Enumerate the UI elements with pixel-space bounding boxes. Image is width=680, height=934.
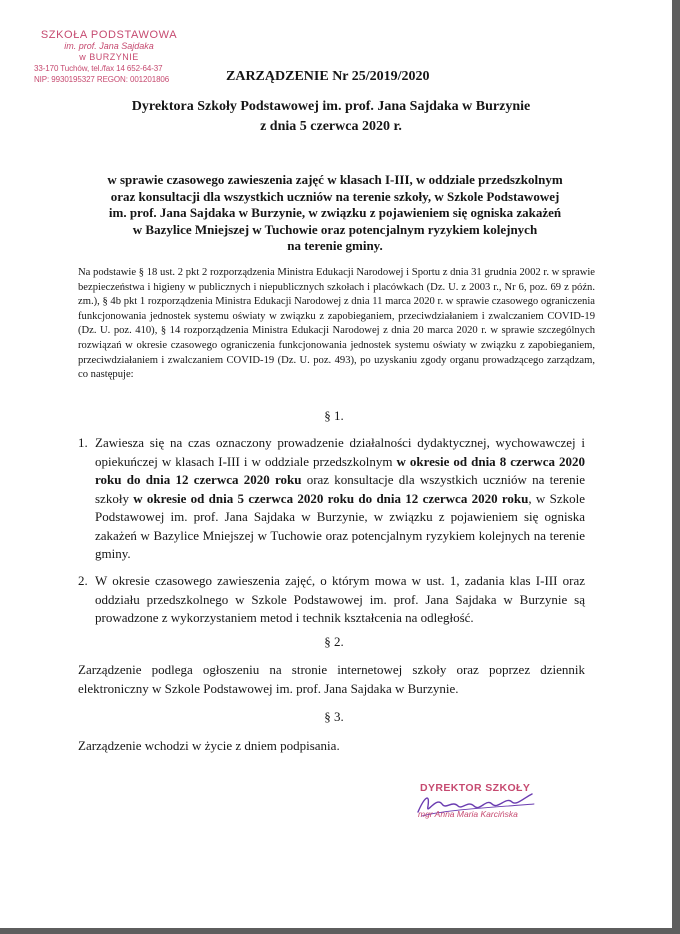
school-stamp <box>34 30 184 85</box>
legal-basis-paragraph: Na podstawie § 18 ust. 2 pkt 2 rozporządzenia Ministra Edukacji Narodowej i Sportu z dnia 31 grudnia 2002 r. w sprawie bezpieczeństwa i higieny w publicznych i niepublicznych szkołach i placówkach (Dz. U. z 2003 r., Nr 6, poz. 69 z późn. zm.), § 4b pkt 1 rozporządzenia Ministra Edukacji Narodowej z dnia 11 marca 2020 r. w sprawie czasowego ograniczenia funkcjonowania jednostek systemu oświaty w związku z zapobieganiem, przeciwdziałaniem i zwalczaniem COVID-19 (Dz. U. poz. 410), § 14 rozporządzenia Ministra Edukacji Narodowej z dnia 20 marca 2020 r. w sprawie szczególnych rozwiązań w okresie czasowego ograniczenia funkcjonowania jednostek systemu oświaty w związku z zapobieganiem, przeciwdziałaniem i zwalczaniem COVID-19 (Dz. U. poz. 493), po uzyskaniu zgody organu prowadzącego zarządzam, co następuje: <box>78 267 595 381</box>
section-1-mark: § 1. <box>324 408 344 423</box>
scan-border-bottom <box>0 928 680 934</box>
section-1-item-1 <box>78 434 585 564</box>
subject-block <box>80 172 590 255</box>
document-title: ZARZĄDZENIE Nr 25/2019/2020 <box>226 69 430 84</box>
subject-line: w sprawie czasowego zawieszenia zajęć w klasach I-III, w oddziale przedszkolnym <box>107 172 563 187</box>
consultation-suspension-period: w okresie od dnia 5 czerwca 2020 roku do dnia 12 czerwca 2020 roku <box>133 490 529 506</box>
stamp-school-name: SZKOŁA PODSTAWOWA <box>40 29 178 41</box>
handwritten-signature <box>414 786 549 826</box>
stamp-address: 33-170 Tuchów, tel./fax 14 652-64-37 <box>34 64 163 73</box>
subject-line: na terenie gminy. <box>287 238 383 253</box>
stamp-location: w BURZYNIE <box>79 52 139 62</box>
section-2-mark: § 2. <box>324 634 344 649</box>
section-3-mark: § 3. <box>324 709 344 724</box>
issuer-line: Dyrektora Szkoły Podstawowej im. prof. Jana Sajdaka w Burzynie <box>131 99 531 114</box>
stamp-patron: im. prof. Jana Sajdaka <box>64 41 154 51</box>
stamp-tax-ids: NIP: 9930195327 REGON: 001201806 <box>34 75 170 84</box>
issuer-block <box>100 97 562 137</box>
section-1-item-2 <box>78 572 585 628</box>
director-name: mgr Anna Maria Karcińska <box>418 809 518 819</box>
section-2-text: Zarządzenie podlega ogłoszeniu na stronie internetowej szkoły oraz poprzez dziennik elektroniczny w Szkole Podstawowej im. prof. Jana Sajdaka w Burzynie. <box>78 662 585 696</box>
item-number: 2. <box>78 573 88 588</box>
item-text: W okresie czasowego zawieszenia zajęć, o którym mowa w ust. 1, zadania klas I-III oraz oddziału przedszkolnego w Szkole Podstawowej im. prof. Jana Sajdaka w Burzynie są prowadzone z wykorzystaniem metod i technik kształcenia na odległość. <box>95 573 585 625</box>
scan-border-right <box>672 0 680 934</box>
class-suspension-period: w okresie od dnia 8 czerwca 2020 roku do dnia 12 czerwca 2020 roku <box>95 453 585 487</box>
item-text: Zawiesza się na czas oznaczony prowadzenie działalności dydaktycznej, wychowawczej i opiekuńczej w klasach I-III i w oddziale przedszkolnym w okresie od dnia 8 czerwca 2020 roku do dnia 12 czerwca 2020 roku oraz konsultacje dla wszystkich uczniów na terenie szkoły w okresie od dnia 5 czerwca 2020 roku do dnia 12 czerwca 2020 roku, w Szkole Podstawowej im. prof. Jana Sajdaka w Burzynie, w związku z pojawieniem się ogniska zakażeń w Bazylice Mniejszej w Tuchowie oraz potencjalnym ryzykiem kolejnych na terenie gminy. <box>95 435 586 561</box>
director-title: DYREKTOR SZKOŁY <box>420 782 531 794</box>
subject-line: oraz konsultacji dla wszystkich uczniów na terenie szkoły, w Szkole Podstawowej <box>110 188 560 204</box>
director-stamp <box>414 782 549 832</box>
section-3-text: Zarządzenie wchodzi w życie z dniem podpisania. <box>78 738 340 753</box>
issue-date: z dnia 5 czerwca 2020 r. <box>260 119 402 134</box>
item-number: 1. <box>78 435 88 450</box>
subject-line: w Bazylice Mniejszej w Tuchowie oraz potencjalnym ryzykiem kolejnych <box>132 221 538 237</box>
subject-line: im. prof. Jana Sajdaka w Burzynie, w związku z pojawieniem się ogniska zakażeń <box>108 205 562 220</box>
